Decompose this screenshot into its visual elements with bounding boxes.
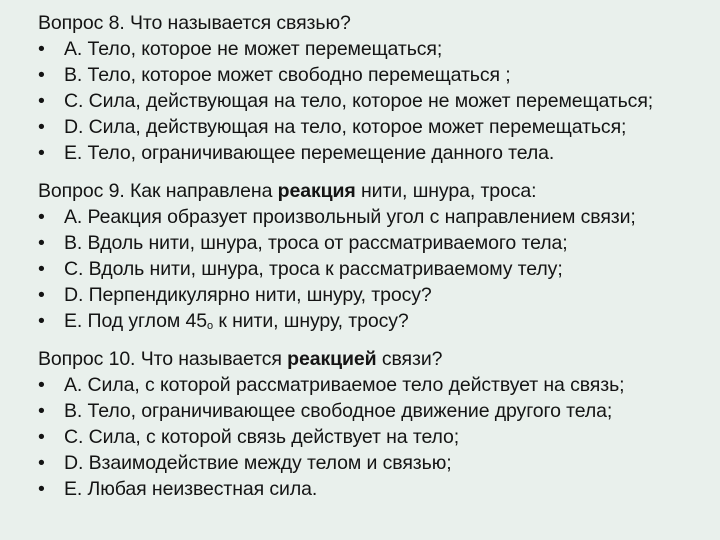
question-8-option-c bbox=[38, 88, 710, 114]
question-8-option-b bbox=[38, 62, 710, 88]
title-bold-term: реакцией bbox=[287, 348, 377, 370]
bullet: • bbox=[38, 258, 45, 280]
question-10 bbox=[38, 346, 710, 502]
bullet: • bbox=[38, 478, 45, 500]
option-text: Е. Тело, ограничивающее перемещение данного тела. bbox=[64, 142, 555, 164]
question-9 bbox=[38, 178, 710, 334]
bullet: • bbox=[38, 310, 45, 332]
option-text: D. Сила, действующая на тело, которое может перемещаться; bbox=[64, 116, 627, 138]
degree-mark: o bbox=[206, 320, 213, 332]
question-9-option-d bbox=[38, 282, 710, 308]
option-text: С. Сила, действующая на тело, которое не может перемещаться; bbox=[64, 90, 654, 112]
option-text: D. Перпендикулярно нити, шнуру, тросу? bbox=[64, 284, 432, 306]
question-10-title bbox=[38, 346, 710, 372]
title-text: нити, шнура, троса: bbox=[355, 180, 537, 202]
bullet: • bbox=[38, 142, 45, 164]
question-9-option-c bbox=[38, 256, 710, 282]
option-text bbox=[64, 308, 409, 339]
option-text: Е. Любая неизвестная сила. bbox=[64, 478, 318, 500]
bullet: • bbox=[38, 206, 45, 228]
question-10-option-b bbox=[38, 398, 710, 424]
bullet: • bbox=[38, 116, 45, 138]
title-text: связи? bbox=[376, 348, 443, 370]
option-text: В. Тело, ограничивающее свободное движение другого тела; bbox=[64, 400, 613, 422]
question-8 bbox=[38, 10, 710, 166]
bullet: • bbox=[38, 452, 45, 474]
bullet: • bbox=[38, 374, 45, 396]
title-text: Вопрос 9. Как направлена bbox=[38, 180, 278, 202]
question-8-title: Вопрос 8. Что называется связью? bbox=[38, 12, 351, 34]
bullet: • bbox=[38, 38, 45, 60]
question-9-title bbox=[38, 178, 710, 204]
question-8-option-d bbox=[38, 114, 710, 140]
bullet: • bbox=[38, 232, 45, 254]
bullet: • bbox=[38, 400, 45, 422]
question-8-option-a bbox=[38, 36, 710, 62]
option-text: D. Взаимодействие между телом и связью; bbox=[64, 452, 452, 474]
option-text: А. Сила, с которой рассматриваемое тело действует на связь; bbox=[64, 374, 625, 396]
question-10-option-c bbox=[38, 424, 710, 450]
option-text: С. Вдоль нити, шнура, троса к рассматриваемому телу; bbox=[64, 258, 563, 280]
question-9-option-b bbox=[38, 230, 710, 256]
title-text: Вопрос 10. Что называется bbox=[38, 348, 288, 370]
question-9-option-a bbox=[38, 204, 710, 230]
question-9-option-e bbox=[38, 308, 710, 334]
bullet: • bbox=[38, 90, 45, 112]
option-text: В. Вдоль нити, шнура, троса от рассматриваемого тела; bbox=[64, 232, 568, 254]
option-text-part: к нити, шнуру, тросу? bbox=[213, 310, 409, 332]
question-10-option-d bbox=[38, 450, 710, 476]
title-bold-term: реакция bbox=[277, 180, 356, 202]
question-10-option-e bbox=[38, 476, 710, 502]
bullet: • bbox=[38, 426, 45, 448]
question-10-option-a bbox=[38, 372, 710, 398]
option-text: С. Сила, с которой связь действует на тело; bbox=[64, 426, 460, 448]
bullet: • bbox=[38, 284, 45, 306]
option-text: А. Тело, которое не может перемещаться; bbox=[64, 38, 443, 60]
option-text: В. Тело, которое может свободно перемещаться ; bbox=[64, 64, 511, 86]
bullet: • bbox=[38, 64, 45, 86]
question-8-option-e bbox=[38, 140, 710, 166]
option-text: А. Реакция образует произвольный угол с направлением связи; bbox=[64, 206, 636, 228]
option-text-part: Е. Под углом 45 bbox=[64, 310, 207, 332]
